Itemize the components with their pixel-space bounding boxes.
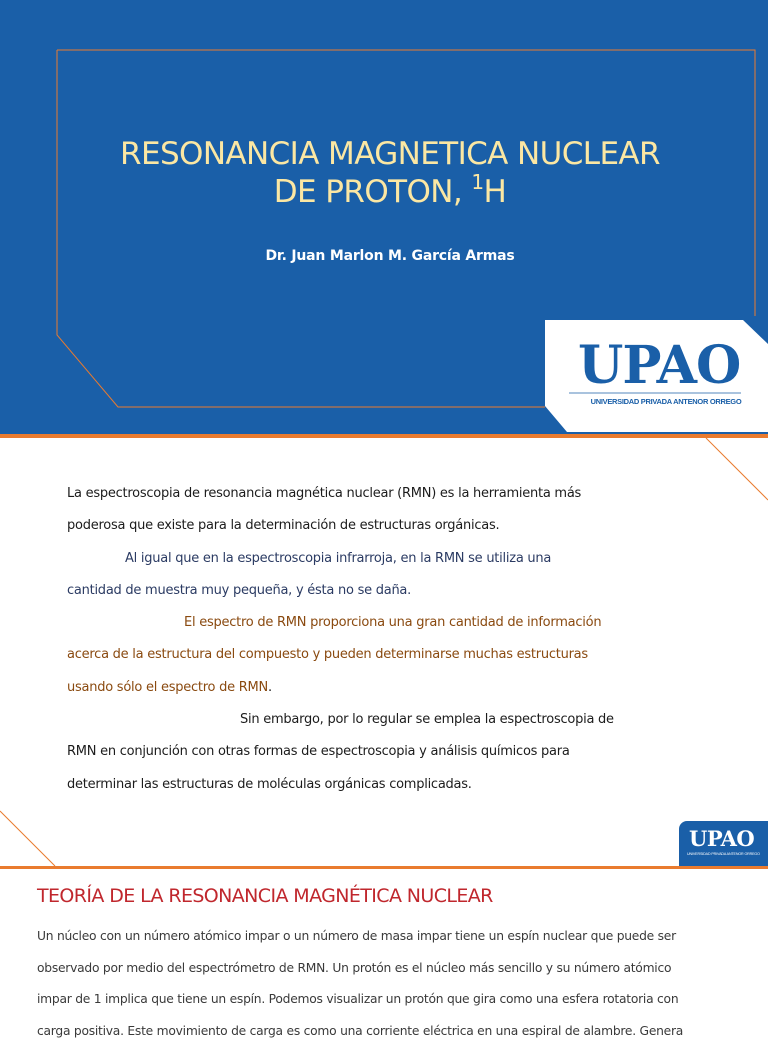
body-line-text: poderosa que existe para la determinación de estructuras orgánicas.	[67, 518, 499, 533]
body-line	[67, 543, 707, 575]
author-name: Dr. Juan Marlon M. García Armas	[160, 248, 620, 264]
body-line	[67, 672, 707, 704]
logo-small-subtitle: UNIVERSIDAD PRIVADA ANTENOR ORREGO	[687, 852, 762, 856]
title-slide	[0, 0, 768, 437]
body-line-text: usando sólo el espectro de RMN	[67, 680, 268, 695]
theory-line: Un núcleo con un número atómico impar o un número de masa impar tiene un espín nuclear que puede ser	[37, 921, 737, 953]
body-line	[67, 575, 707, 607]
slide-title	[60, 135, 720, 211]
slide-title-line-2	[60, 173, 720, 211]
body-line-trailing: .	[268, 680, 272, 695]
body-line	[67, 607, 707, 639]
slide-title-superscript: 1	[471, 170, 483, 194]
body-line	[67, 478, 707, 510]
body-line	[67, 704, 707, 736]
body-line	[67, 769, 707, 801]
theory-paragraph	[37, 921, 737, 1047]
body-line-text: cantidad de muestra muy pequeña, y ésta no se daña.	[67, 583, 411, 598]
body-line-text: acerca de la estructura del compuesto y pueden determinarse muchas estructuras	[67, 647, 588, 662]
body-line-text: RMN en conjunción con otras formas de espectroscopia y análisis químicos para	[67, 744, 570, 759]
content-slide	[0, 438, 768, 870]
body-line-text: Al igual que en la espectroscopia infrarroja, en la RMN se utiliza una	[125, 551, 551, 566]
theory-line: observado por medio del espectrómetro de RMN. Un protón es el núcleo más sencillo y su número atómico	[37, 953, 737, 985]
slide-title-line-1: RESONANCIA MAGNETICA NUCLEAR	[60, 135, 720, 173]
section-heading: TEORÍA DE LA RESONANCIA MAGNÉTICA NUCLEAR	[37, 885, 493, 907]
body-line-text: determinar las estructuras de moléculas orgánicas complicadas.	[67, 777, 472, 792]
theory-line: impar de 1 implica que tiene un espín. Podemos visualizar un protón que gira como una esfera rotatoria con	[37, 984, 737, 1016]
theory-slide	[0, 869, 768, 1024]
body-line-text: Sin embargo, por lo regular se emplea la espectroscopia de	[240, 712, 614, 727]
slide-title-suffix: H	[484, 174, 507, 210]
body-line-text: La espectroscopia de resonancia magnética nuclear (RMN) es la herramienta más	[67, 486, 581, 501]
slide-title-prefix: DE PROTON,	[274, 174, 472, 210]
theory-line: carga positiva. Este movimiento de carga es como una corriente eléctrica en una espiral de alambre. Genera	[37, 1016, 737, 1047]
body-line	[67, 639, 707, 671]
logo-subtitle: UNIVERSIDAD PRIVADA ANTENOR ORREGO	[569, 397, 763, 406]
upao-logo-small	[679, 821, 768, 866]
logo-small-wordmark: UPAO	[689, 826, 754, 852]
logo-wordmark: UPAO	[578, 336, 740, 396]
upao-logo	[545, 320, 768, 432]
body-line-text: El espectro de RMN proporciona una gran cantidad de información	[184, 615, 601, 630]
body-line	[67, 510, 707, 542]
body-paragraph	[67, 478, 707, 801]
body-line	[67, 736, 707, 768]
